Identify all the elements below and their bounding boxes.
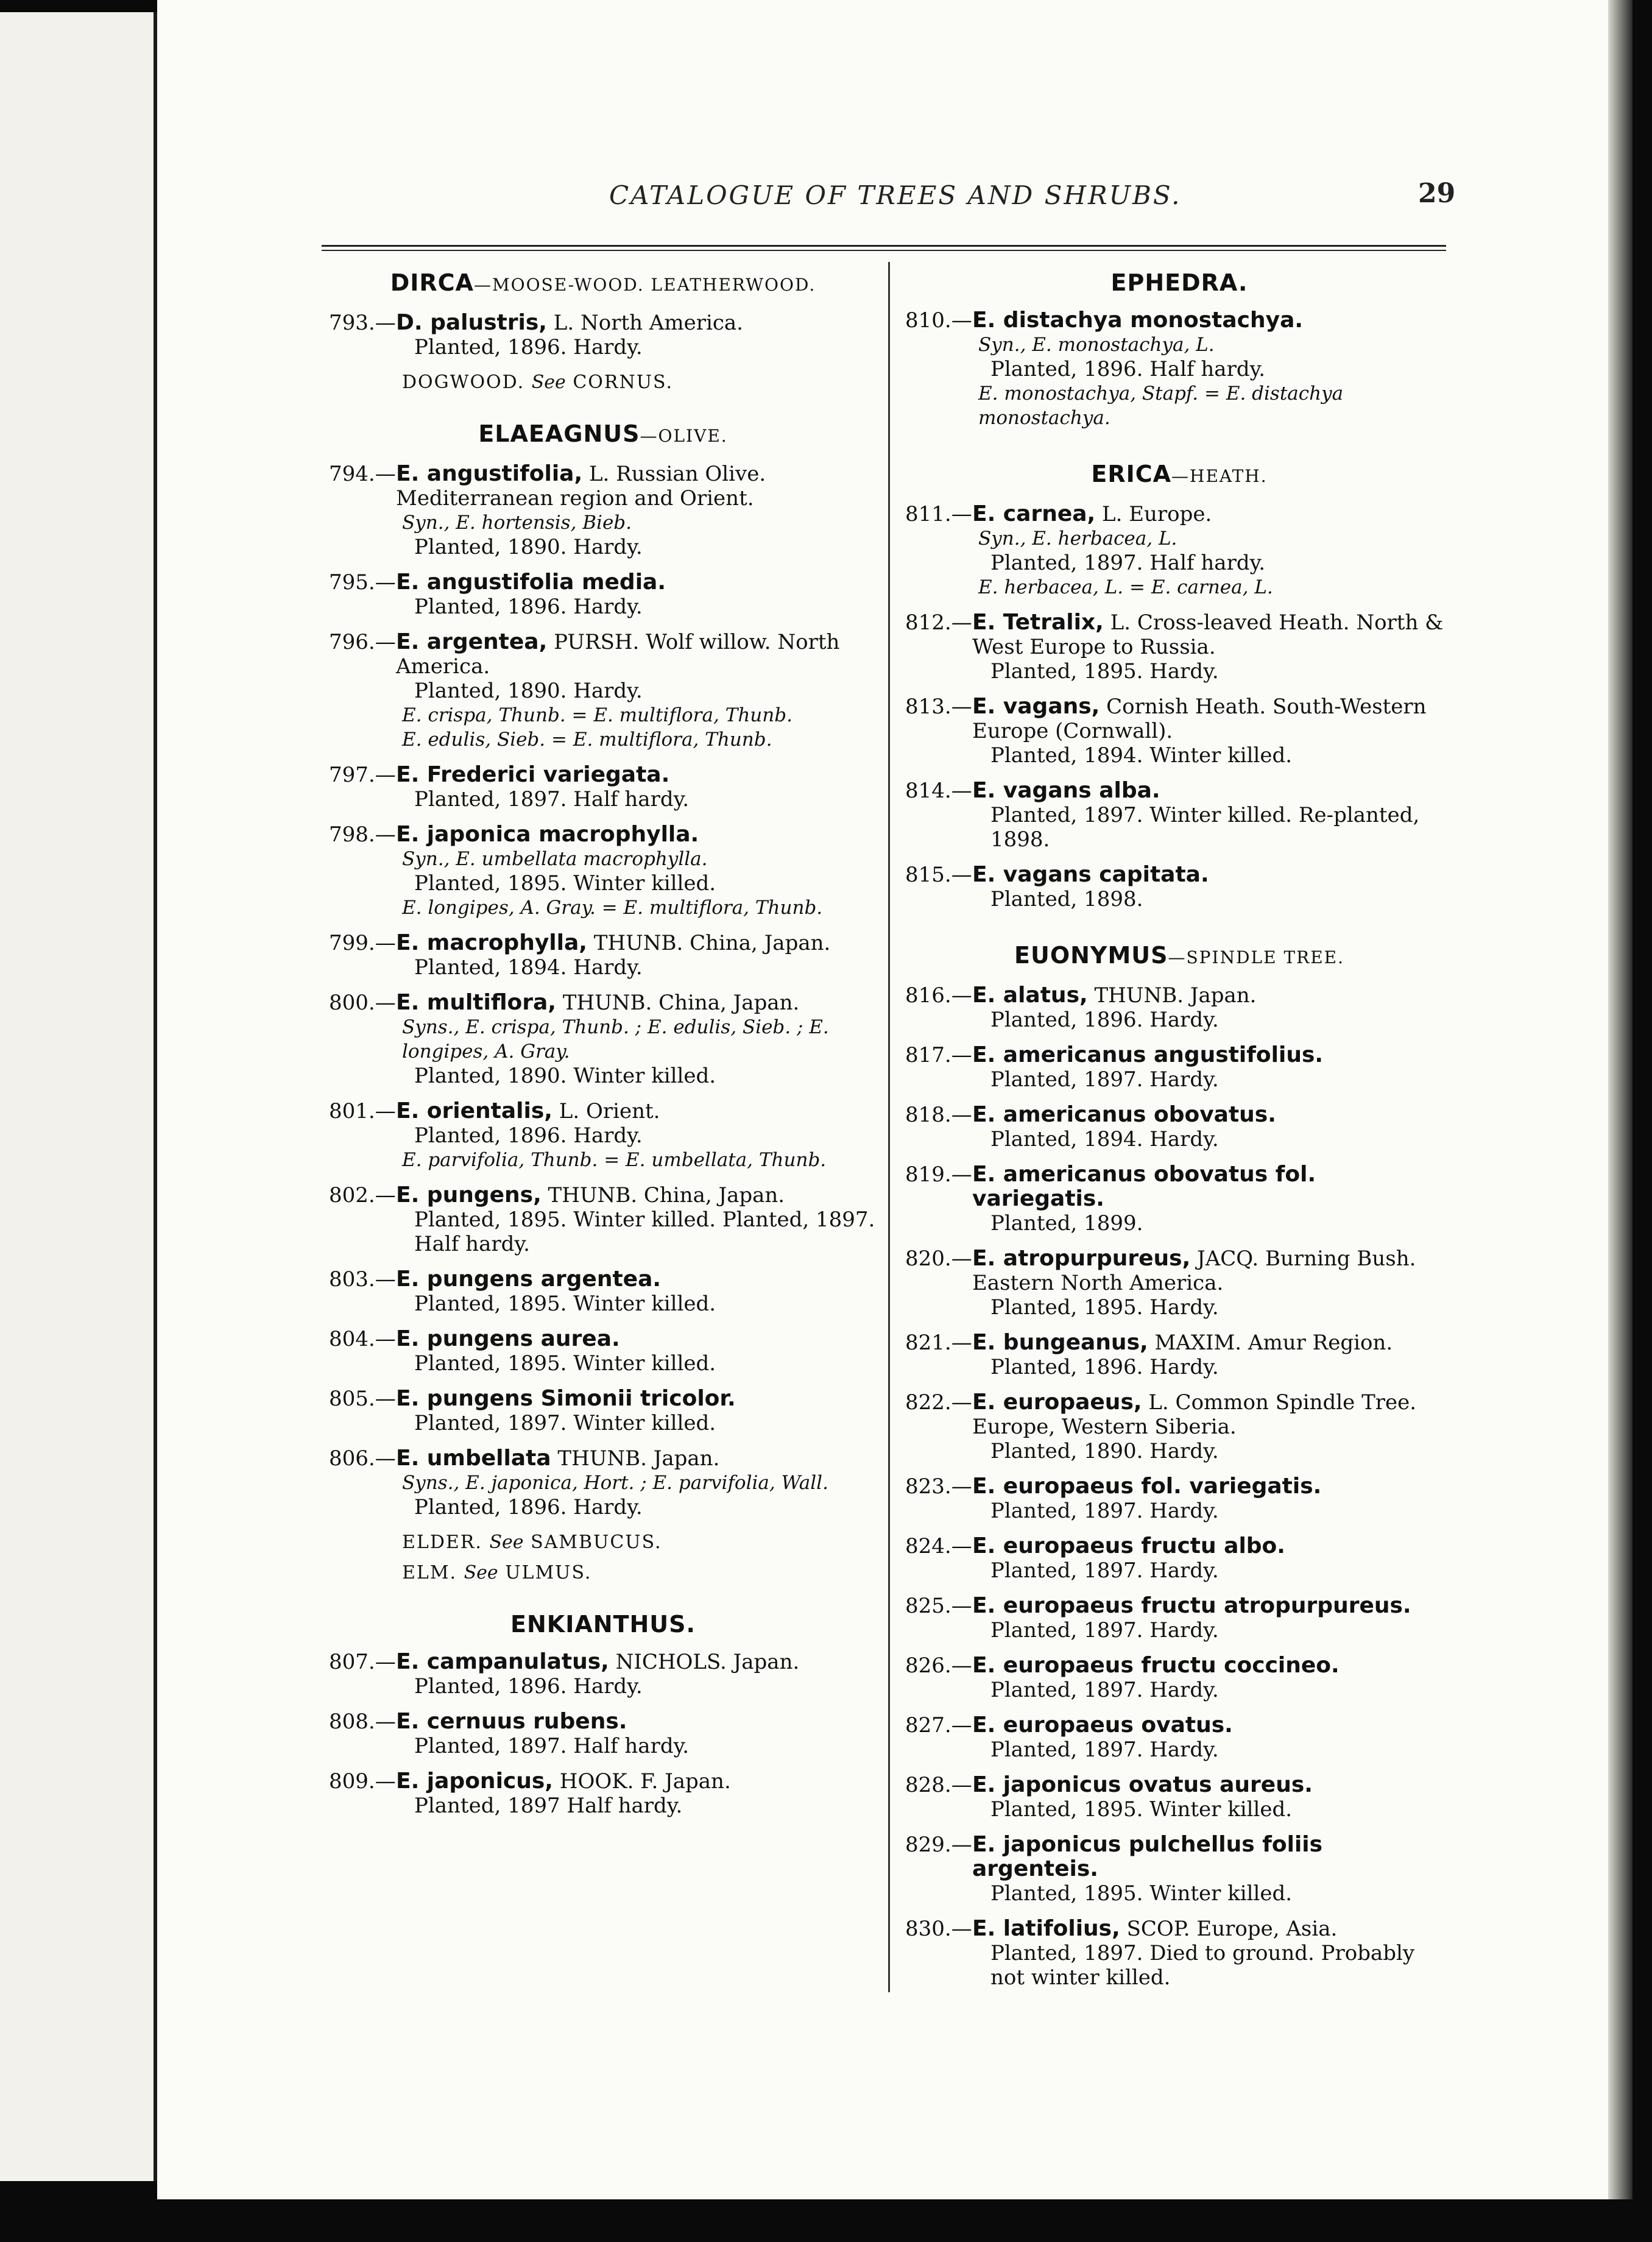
species-description: SCOP. Europe, Asia. (1120, 1917, 1338, 1941)
planting-note: Planted, 1897. Hardy. (990, 1678, 1219, 1702)
entry-number: 820.— (905, 1247, 972, 1271)
planting-note: Planted, 1897. Hardy. (990, 1499, 1219, 1523)
ephedra-entries (905, 308, 1453, 430)
species-name: E. japonica macrophylla. (396, 822, 699, 847)
planting-note: Planted, 1897. Hardy. (990, 1738, 1219, 1762)
planting-note: Planted, 1897. Hardy. (990, 1618, 1219, 1643)
planting-note: Planted, 1895. Winter killed. Planted, 1897. Half hardy. (414, 1208, 875, 1256)
entry-number: 801.— (329, 1099, 396, 1123)
catalogue-entry (905, 1917, 1453, 1990)
catalogue-entry (905, 308, 1453, 430)
planting-note: Planted, 1896. Hardy. (414, 1674, 643, 1699)
species-name: E. americanus obovatus. (972, 1102, 1276, 1127)
entry-number: 798.— (329, 822, 396, 847)
catalogue-entry (905, 1103, 1453, 1151)
planting-note: Planted, 1895. Winter killed. (990, 1797, 1293, 1822)
entry-number: 800.— (329, 991, 396, 1015)
species-description: L. Cross-leaved Heath. North & West Europe to Russia. (972, 610, 1444, 659)
synonymy-note: E. monostachya, Stapf. = E. distachya monostachya. (978, 383, 1344, 429)
page-edge-shadow (1608, 0, 1633, 2199)
species-name: E. pungens argentea. (396, 1267, 662, 1292)
catalogue-entry (905, 1043, 1453, 1092)
catalogue-entry (329, 570, 877, 619)
catalogue-entry (905, 1247, 1453, 1320)
species-name: E. angustifolia media. (396, 570, 666, 595)
species-name: E. distachya monostachya. (972, 308, 1304, 333)
species-name: E. europaeus ovatus. (972, 1713, 1233, 1738)
entry-number: 828.— (905, 1773, 972, 1797)
entry-number: 822.— (905, 1390, 972, 1415)
entry-heading (329, 991, 877, 1015)
page-number: 29 (1418, 178, 1456, 209)
species-name: E. Frederici variegata. (396, 762, 670, 787)
planting-note: Planted, 1894. Hardy. (414, 955, 643, 980)
entry-heading (329, 570, 877, 595)
entry-number: 799.— (329, 931, 396, 955)
entry-heading (905, 1331, 1453, 1355)
entry-heading (905, 1833, 1453, 1881)
entry-number: 806.— (329, 1446, 396, 1471)
entry-heading (329, 630, 877, 679)
species-name: E. macrophylla, (396, 930, 587, 955)
entry-number: 824.— (905, 1534, 972, 1558)
species-name: E. pungens aurea. (396, 1326, 620, 1351)
planting-note: Planted, 1897. Died to ground. Probably not winter killed. (990, 1941, 1415, 1990)
species-name: E. vagans, (972, 694, 1100, 719)
planting-note: Planted, 1897. Hardy. (990, 1067, 1219, 1092)
entry-heading (905, 863, 1453, 887)
planting-note: Planted, 1890. Hardy. (990, 1439, 1219, 1463)
entry-heading (329, 763, 877, 787)
planting-note: Planted, 1896. Hardy. (414, 1495, 643, 1519)
species-name: E. europaeus fructu albo. (972, 1533, 1285, 1558)
enkianthus-entries (329, 1650, 877, 1818)
species-name: E. orientalis, (396, 1098, 552, 1123)
planting-note: Planted, 1899. (990, 1211, 1143, 1236)
species-name: E. campanulatus, (396, 1649, 609, 1674)
catalogue-entry (905, 983, 1453, 1032)
synonym-line: Syn., E. herbacea, L. (978, 528, 1177, 550)
entry-number: 811.— (905, 502, 972, 526)
entry-heading (905, 308, 1453, 333)
species-name: E. europaeus fructu atropurpureus. (972, 1593, 1411, 1618)
previous-page-edge (0, 12, 157, 2181)
header-rule-top (322, 245, 1446, 247)
species-description: JACQ. Burning Bush. Eastern North America. (972, 1247, 1416, 1295)
species-name: E. americanus angustifolius. (972, 1042, 1324, 1067)
planting-note: Planted, 1896. Hardy. (990, 1355, 1219, 1379)
species-name: E. vagans capitata. (972, 862, 1209, 887)
catalogue-entry (329, 1267, 877, 1316)
species-name: E. latifolius, (972, 1916, 1120, 1941)
entry-number: 816.— (905, 983, 972, 1008)
entry-number: 805.— (329, 1387, 396, 1411)
species-description: Cornish Heath. South-Western Europe (Cornwall). (972, 695, 1427, 743)
dirca-entries (329, 311, 877, 359)
catalogue-entry (905, 863, 1453, 911)
entry-number: 815.— (905, 863, 972, 887)
planting-note: Planted, 1896. Half hardy. (990, 357, 1266, 381)
synonymy-note: E. crispa, Thunb. = E. multiflora, Thunb. (402, 704, 792, 726)
catalogue-entry (329, 1327, 877, 1376)
entry-heading (329, 1710, 877, 1734)
entry-number: 812.— (905, 610, 972, 635)
catalogue-entry (905, 1713, 1453, 1762)
planting-note: Planted, 1897. Half hardy. (414, 1734, 690, 1758)
catalogue-entry (329, 1769, 877, 1818)
species-description: MAXIM. Amur Region. (1148, 1331, 1393, 1355)
entry-number: 830.— (905, 1917, 972, 1941)
entry-number: 818.— (905, 1103, 972, 1127)
planting-note: Planted, 1895. Hardy. (990, 659, 1219, 684)
catalogue-entry (905, 1474, 1453, 1523)
entry-number: 796.— (329, 630, 396, 654)
species-name: E. pungens Simonii tricolor. (396, 1386, 736, 1411)
species-description: THUNB. China, Japan. (587, 931, 831, 955)
species-name: E. japonicus pulchellus foliis argenteis. (972, 1832, 1323, 1881)
catalogue-entry (329, 763, 877, 812)
planting-note: Planted, 1896. Hardy. (414, 595, 643, 619)
entry-number: 793.— (329, 311, 396, 335)
planting-note: Planted, 1890. Hardy. (414, 535, 643, 559)
entry-number: 797.— (329, 763, 396, 787)
planting-note: Planted, 1897. Hardy. (990, 1558, 1219, 1583)
species-name: E. europaeus fructu coccineo. (972, 1653, 1340, 1678)
synonym-line: Syns., E. japonica, Hort. ; E. parvifolia, Wall. (402, 1472, 828, 1494)
entry-heading (905, 779, 1453, 803)
catalogue-entry (329, 1710, 877, 1758)
entry-number: 823.— (905, 1474, 972, 1499)
synonymy-note: E. parvifolia, Thunb. = E. umbellata, Thunb. (402, 1149, 827, 1171)
entry-heading (905, 1534, 1453, 1558)
entry-number: 817.— (905, 1043, 972, 1067)
catalogue-entry (329, 462, 877, 559)
planting-note: Planted, 1895. Winter killed. (414, 1351, 716, 1376)
catalogue-entry (329, 630, 877, 752)
synonym-line: Syn., E. hortensis, Bieb. (402, 512, 632, 534)
entry-number: 803.— (329, 1267, 396, 1292)
entry-heading (905, 1043, 1453, 1067)
planting-note: Planted, 1890. Hardy. (414, 679, 643, 703)
entry-heading (905, 1653, 1453, 1678)
entry-heading (329, 462, 877, 511)
planting-note: Planted, 1895. Hardy. (990, 1295, 1219, 1320)
entry-number: 814.— (905, 779, 972, 803)
entry-heading (329, 1327, 877, 1351)
entry-number: 808.— (329, 1710, 396, 1734)
species-name: E. japonicus ovatus aureus. (972, 1772, 1313, 1797)
entry-number: 802.— (329, 1183, 396, 1208)
catalogue-entry (905, 779, 1453, 852)
entry-heading (905, 695, 1453, 743)
cross-reference: ELM. See ULMUS. (402, 1562, 592, 1583)
entry-number: 813.— (905, 695, 972, 719)
species-name: E. umbellata (396, 1446, 551, 1471)
species-name: E. cernuus rubens. (396, 1709, 627, 1734)
entry-number: 809.— (329, 1769, 396, 1794)
entry-heading (329, 1650, 877, 1674)
planting-note: Planted, 1896. Hardy. (990, 1008, 1219, 1032)
entry-heading (905, 1162, 1453, 1211)
genus-heading-enkianthus: ENKIANTHUS. (510, 1611, 696, 1638)
entry-number: 819.— (905, 1162, 972, 1187)
species-name: E. pungens, (396, 1183, 542, 1208)
entry-heading (905, 1103, 1453, 1127)
planting-note: Planted, 1897. Winter killed. (414, 1411, 716, 1435)
planting-note: Planted, 1890. Winter killed. (414, 1064, 716, 1088)
species-name: E. multiflora, (396, 990, 556, 1015)
catalogue-entry (329, 991, 877, 1088)
entry-heading (329, 1267, 877, 1292)
species-description: NICHOLS. Japan. (609, 1650, 800, 1674)
planting-note: Planted, 1896. Hardy. (414, 335, 643, 359)
planting-note: Planted, 1897. Half hardy. (990, 551, 1266, 575)
planting-note: Planted, 1894. Winter killed. (990, 743, 1293, 768)
entry-heading (905, 1390, 1453, 1439)
entry-heading (905, 1713, 1453, 1738)
planting-note: Planted, 1897. Winter killed. Re-planted, 1898. (990, 803, 1420, 852)
catalogue-entry (905, 1653, 1453, 1702)
catalogue-entry (329, 1446, 877, 1519)
species-name: E. vagans alba. (972, 778, 1160, 803)
catalogue-entry (329, 931, 877, 980)
planting-note: Planted, 1896. Hardy. (414, 1123, 643, 1148)
species-description: THUNB. China, Japan. (541, 1183, 785, 1208)
catalogue-entry (329, 1650, 877, 1699)
entry-number: 794.— (329, 462, 396, 486)
entry-heading (329, 1387, 877, 1411)
genus-heading-erica: ERICA—HEATH. (1091, 461, 1268, 487)
column-divider (888, 262, 890, 1992)
species-description: THUNB. Japan. (1087, 983, 1257, 1008)
planting-note: Planted, 1894. Hardy. (990, 1127, 1219, 1151)
genus-heading-ephedra: EPHEDRA. (1110, 269, 1248, 296)
catalogue-entry (905, 1534, 1453, 1583)
synonym-line: Syns., E. crispa, Thunb. ; E. edulis, Sieb. ; E. longipes, A. Gray. (402, 1016, 829, 1063)
species-description: THUNB. Japan. (551, 1446, 720, 1471)
planting-note: Planted, 1895. Winter killed. (990, 1881, 1293, 1906)
catalogue-entry (905, 610, 1453, 684)
species-description: L. Orient. (552, 1099, 660, 1123)
species-description: L. Common Spindle Tree. Europe, Western Siberia. (972, 1390, 1417, 1439)
species-name: E. carnea, (972, 501, 1096, 526)
genus-heading-elaeagnus: ELAEAGNUS—OLIVE. (478, 420, 728, 447)
entry-heading (905, 610, 1453, 659)
catalogue-entry (905, 1833, 1453, 1906)
species-name: E. europaeus, (972, 1390, 1142, 1415)
entry-number: 821.— (905, 1331, 972, 1355)
entry-number: 810.— (905, 308, 972, 333)
planting-note: Planted, 1897 Half hardy. (414, 1794, 683, 1818)
entry-heading (329, 1446, 877, 1471)
entry-heading (329, 1769, 877, 1794)
catalogue-entry (905, 1773, 1453, 1822)
entry-number: 825.— (905, 1594, 972, 1618)
elaeagnus-entries (329, 462, 877, 1519)
entry-number: 827.— (905, 1713, 972, 1738)
header-rule-bottom (322, 250, 1446, 251)
entry-heading (329, 931, 877, 955)
species-name: E. angustifolia, (396, 461, 583, 486)
running-title: CATALOGUE OF TREES AND SHRUBS. (609, 180, 1182, 210)
synonym-line: Syn., E. umbellata macrophylla. (402, 848, 708, 870)
erica-entries (905, 502, 1453, 911)
catalogue-entry (329, 822, 877, 920)
catalogue-entry (905, 695, 1453, 768)
entry-number: 795.— (329, 570, 396, 595)
species-description: L. North America. (546, 311, 743, 335)
catalogue-entry (905, 1162, 1453, 1236)
catalogue-entry (329, 1387, 877, 1435)
entry-heading (905, 1773, 1453, 1797)
species-name: E. bungeanus, (972, 1330, 1148, 1355)
species-name: D. palustris, (396, 310, 547, 335)
entry-heading (905, 502, 1453, 526)
species-name: E. europaeus fol. variegatis. (972, 1474, 1322, 1499)
cross-reference: DOGWOOD. See CORNUS. (402, 372, 674, 393)
catalogue-entry (905, 502, 1453, 599)
catalogue-entry (905, 1331, 1453, 1379)
entry-heading (905, 1247, 1453, 1295)
catalogue-entry (329, 1183, 877, 1256)
entry-heading (329, 1099, 877, 1123)
planting-note: Planted, 1898. (990, 887, 1143, 911)
entry-heading (905, 1474, 1453, 1499)
species-description: PURSH. Wolf willow. North America. (396, 630, 840, 679)
species-description: L. Russian Olive. Mediterranean region and Orient. (396, 462, 766, 511)
entry-number: 804.— (329, 1327, 396, 1351)
cross-reference: ELDER. See SAMBUCUS. (402, 1532, 662, 1553)
species-description: L. Europe. (1095, 502, 1212, 526)
synonymy-note: E. longipes, A. Gray. = E. multiflora, Thunb. (402, 897, 823, 919)
species-name: E. americanus obovatus fol. variegatis. (972, 1162, 1316, 1211)
planting-note: Planted, 1897. Half hardy. (414, 787, 690, 812)
entry-number: 826.— (905, 1653, 972, 1678)
species-name: E. atropurpureus, (972, 1246, 1191, 1271)
species-description: THUNB. China, Japan. (556, 991, 800, 1015)
euonymus-entries (905, 983, 1453, 1990)
synonymy-note: E. herbacea, L. = E. carnea, L. (978, 576, 1273, 598)
entry-number: 829.— (905, 1833, 972, 1857)
species-description: HOOK. F. Japan. (552, 1769, 731, 1794)
entry-number: 807.— (329, 1650, 396, 1674)
catalogue-entry (329, 1099, 877, 1172)
catalogue-entry (905, 1390, 1453, 1463)
genus-heading-euonymus: EUONYMUS—SPINDLE TREE. (1014, 942, 1344, 969)
catalogue-entry (329, 311, 877, 359)
right-column (905, 268, 1453, 2001)
synonym-line: Syn., E. monostachya, L. (978, 334, 1215, 356)
entry-heading (905, 983, 1453, 1008)
species-name: E. Tetralix, (972, 610, 1104, 635)
planting-note: Planted, 1895. Winter killed. (414, 1292, 716, 1316)
entry-heading (905, 1594, 1453, 1618)
entry-heading (905, 1917, 1453, 1941)
catalogue-entry (905, 1594, 1453, 1643)
genus-heading-dirca: DIRCA—MOOSE-WOOD. LEATHERWOOD. (390, 269, 816, 296)
left-column (329, 268, 877, 1829)
entry-heading (329, 1183, 877, 1208)
entry-heading (329, 311, 877, 335)
species-name: E. alatus, (972, 983, 1088, 1008)
planting-note: Planted, 1895. Winter killed. (414, 871, 716, 896)
species-name: E. argentea, (396, 629, 548, 654)
entry-heading (329, 822, 877, 847)
species-name: E. japonicus, (396, 1769, 553, 1794)
synonymy-note: E. edulis, Sieb. = E. multiflora, Thunb. (402, 729, 772, 751)
